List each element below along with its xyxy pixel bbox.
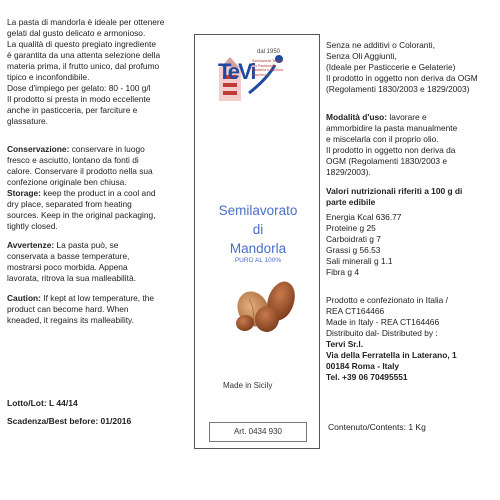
product-name-line: di	[252, 222, 264, 237]
lot-number: Lotto/Lot: L 44/14	[7, 398, 78, 408]
storage-line: keep the product in a cool and	[40, 188, 156, 198]
left-column	[7, 17, 191, 334]
modalita-line: lavorare e	[387, 112, 427, 122]
almond-illustration	[223, 263, 303, 335]
avvertenze-line: La pasta può, se	[54, 240, 119, 250]
intro-text	[7, 17, 191, 127]
nutrition-row: Fibra g 4	[326, 267, 360, 277]
conservazione-line: calore. Conservare il prodotto nella sua	[7, 166, 153, 176]
front-panel	[194, 34, 320, 449]
right-column	[326, 40, 496, 391]
nutrition-row: Carboidrati g 7	[326, 234, 381, 244]
modalita-label: Modalità d'uso:	[326, 112, 388, 122]
storage-line: dry place, separated from heating	[7, 199, 132, 209]
warning-block	[7, 240, 191, 326]
claims-block	[326, 40, 496, 95]
nutrition-title: Valori nutrizionali riferiti a 100 g di	[326, 186, 463, 196]
product-name-line: Mandorla	[229, 241, 287, 256]
caution-line: If kept at low temperature, the	[40, 293, 155, 303]
nutrition-row: Sali minerali g 1.1	[326, 256, 393, 266]
conservazione-line: confezione originale ben chiusa.	[7, 177, 127, 187]
intro-line: materia prima, il frutto unico, dal profumo	[7, 61, 160, 71]
nutrition-row: Grassi g 56.53	[326, 245, 381, 255]
storage-label: Storage:	[7, 188, 41, 198]
storage-line: tightly closed.	[7, 221, 58, 231]
product-name	[195, 201, 321, 258]
logo-wordmark: TeVi	[218, 59, 255, 84]
origin-label: Made in Sicily	[223, 381, 273, 390]
caution-label: Caution:	[7, 293, 41, 303]
logo-tagline-line: www.tevi.it	[252, 72, 269, 77]
intro-line: è garantita da una attenta selezione della	[7, 50, 161, 60]
product-name-line: Semilavorato	[218, 203, 298, 218]
intro-line: La pasta di mandorla è ideale per ottenere	[7, 17, 165, 27]
modalita-line: 1829/2003).	[326, 167, 371, 177]
best-before-date: Scadenza/Best before: 01/2016	[7, 416, 132, 426]
claim-line: (Regolamenti 1830/2003 e 1829/2003)	[326, 84, 470, 94]
nutrition-title: parte edibile	[326, 197, 376, 207]
producer-block	[326, 295, 496, 383]
modalita-line: e miscelarla con il proprio olio.	[326, 134, 439, 144]
conservazione-line: conservare in luogo	[69, 144, 145, 154]
producer-line: REA CT164466	[326, 306, 385, 316]
logo-tagline-line: per Pasticceria	[252, 63, 276, 68]
avvertenze-line: mostrarsi poco morbida. Appena	[7, 262, 128, 272]
modalita-line: ammorbidire la pasta manualmente	[326, 123, 458, 133]
almonds-icon	[223, 263, 303, 335]
avvertenze-line: lavorata, ritrova la sua malleabilità.	[7, 273, 136, 283]
storage-line: sources. Keep in the original packaging,	[7, 210, 156, 220]
producer-line: Made in Italy - REA CT164466	[326, 317, 440, 327]
usage-block	[326, 112, 496, 178]
company-line: 00184 Roma - Italy	[326, 361, 400, 371]
intro-line: La qualità di questo pregiato ingrediente	[7, 39, 156, 49]
nutrition-block	[326, 186, 496, 278]
company-line: Tervi Sr.l.	[326, 339, 364, 349]
company-line: Via della Ferratella in Laterano, 1	[326, 350, 457, 360]
claim-line: (Ideale per Pasticcerie e Gelaterie)	[326, 62, 456, 72]
conservazione-line: fresco e asciutto, lontano da fonti di	[7, 155, 139, 165]
producer-line: Prodotto e confezionato in Italia /	[326, 295, 448, 305]
producer-line: Distribuito dal- Distributed by :	[326, 328, 438, 338]
intro-line: glassature.	[7, 116, 48, 126]
avvertenze-line: conservata a basse temperature,	[7, 251, 130, 261]
caution-line: product can become hard. When	[7, 304, 129, 314]
avvertenze-label: Avvertenze:	[7, 240, 55, 250]
claim-line: Senza Oli Aggiunti,	[326, 51, 397, 61]
intro-line: gelati dal gusto delicato e armonioso.	[7, 28, 146, 38]
intro-line: anche in pasticceria, per farciture e	[7, 105, 138, 115]
claim-line: Senza ne additivi o Coloranti,	[326, 40, 435, 50]
logo-tagline-line: Semilavorati Tecnici	[252, 59, 283, 63]
caution-line: kneaded, it regains its malleability.	[7, 315, 134, 325]
article-number: Art. 0434 930	[209, 422, 307, 442]
logo-tagline	[252, 59, 292, 77]
company-line: Tel. +39 06 70495551	[326, 372, 408, 382]
net-contents: Contenuto/Contents: 1 Kg	[328, 422, 426, 432]
modalita-line: OGM (Regolamenti 1830/2003 e	[326, 156, 448, 166]
storage-block	[7, 144, 191, 232]
claim-line: Il prodotto in oggetto non deriva da OGM	[326, 73, 478, 83]
intro-line: Dose d'impiego per gelato: 80 - 100 g/l	[7, 83, 151, 93]
purity-claim: PURO AL 100%	[234, 257, 282, 264]
intro-line: Il prodotto si presta in modo eccellente	[7, 94, 151, 104]
logo-tagline-line: Gelateria e Panificio	[252, 68, 284, 72]
nutrition-row: Proteine g 25	[326, 223, 376, 233]
logo-caption: dal 1950	[257, 49, 281, 55]
conservazione-label: Conservazione:	[7, 144, 70, 154]
intro-line: tipico e inconfondibile.	[7, 72, 90, 82]
nutrition-row: Energia Kcal 636.77	[326, 212, 402, 222]
modalita-line: Il prodotto in oggetto non deriva da	[326, 145, 456, 155]
